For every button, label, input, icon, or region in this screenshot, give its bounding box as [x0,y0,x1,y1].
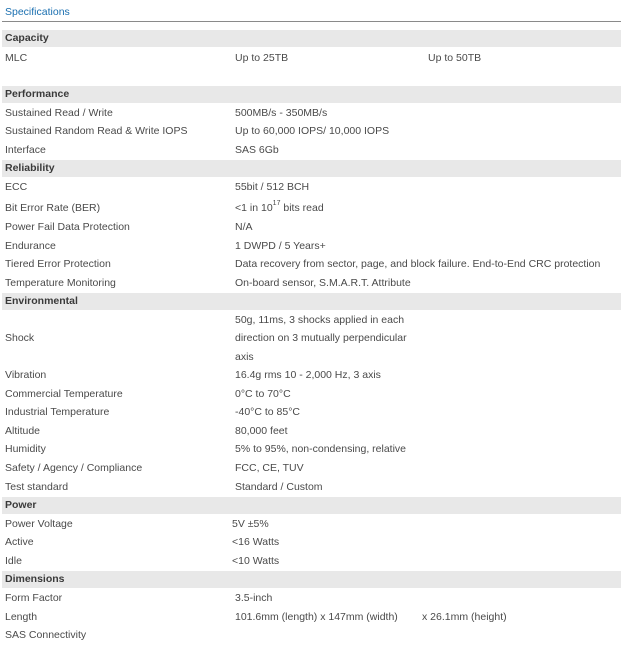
spec-value-ber [235,201,324,215]
spec-value-power-fail: N/A [235,221,253,233]
spec-label-safety: Safety / Agency / Compliance [5,462,143,474]
ber-suffix: bits read [280,202,324,214]
spec-label-tiered-error: Tiered Error Protection [5,258,111,270]
spec-label-altitude: Altitude [5,425,41,437]
spec-value-length-2: x 26.1mm (height) [422,611,507,623]
spec-value-endurance: 1 DWPD / 5 Years+ [235,240,326,252]
spec-value-idle: <10 Watts [232,555,280,567]
spec-value-mlc-2: Up to 50TB [428,52,482,64]
spec-value-safety: FCC, CE, TUV [235,462,304,474]
spec-value-shock-line2: direction on 3 mutually perpendicular [235,332,407,344]
spec-value-tiered-error: Data recovery from sector, page, and block failure. End-to-End CRC protection [235,258,601,270]
spec-label-form-factor: Form Factor [5,592,63,604]
spec-label-power-fail: Power Fail Data Protection [5,221,130,233]
spec-value-interface: SAS 6Gb [235,144,279,156]
ber-exponent: 17 [272,200,281,207]
spec-value-shock-line3: axis [235,351,254,363]
spec-value-altitude: 80,000 feet [235,425,288,437]
spec-value-length-1: 101.6mm (length) x 147mm (width) [235,611,398,623]
spec-label-length: Length [5,611,38,623]
spec-label-power-voltage: Power Voltage [5,518,73,530]
spec-value-industrial-temp: -40°C to 85°C [235,406,301,418]
spec-label-humidity: Humidity [5,443,46,455]
spec-label-ecc: ECC [5,181,28,193]
spec-label-industrial-temp: Industrial Temperature [5,406,110,418]
spec-label-vibration: Vibration [5,369,47,381]
spec-value-sustained-rw: 500MB/s - 350MB/s [235,107,328,119]
page-title: Specifications [5,6,70,18]
spec-value-random-iops: Up to 60,000 IOPS/ 10,000 IOPS [235,125,390,137]
spec-label-idle: Idle [5,555,22,567]
spec-label-mlc: MLC [5,52,28,64]
spec-value-test-standard: Standard / Custom [235,481,323,493]
spec-label-commercial-temp: Commercial Temperature [5,388,123,400]
section-header-capacity: Capacity [2,30,621,47]
section-header-dimensions: Dimensions [2,571,621,588]
spec-label-test-standard: Test standard [5,481,69,493]
spec-label-interface: Interface [5,144,46,156]
spec-value-power-voltage: 5V ±5% [232,518,269,530]
spec-value-ecc: 55bit / 512 BCH [235,181,310,193]
spec-value-temp-monitoring: On-board sensor, S.M.A.R.T. Attribute [235,277,411,289]
spec-label-active: Active [5,536,34,548]
section-header-reliability: Reliability [2,160,621,177]
spec-value-mlc-1: Up to 25TB [235,52,289,64]
ber-prefix: <1 in 10 [235,202,273,214]
section-header-power: Power [2,497,621,514]
title-divider [2,21,621,22]
spec-label-random-iops: Sustained Random Read & Write IOPS [5,125,188,137]
spec-value-humidity: 5% to 95%, non-condensing, relative [235,443,407,455]
spec-value-form-factor: 3.5-inch [235,592,273,604]
spec-label-shock: Shock [5,332,35,344]
spec-label-sas-connectivity: SAS Connectivity [5,629,87,641]
spec-label-endurance: Endurance [5,240,56,252]
section-header-environmental: Environmental [2,293,621,310]
spec-value-commercial-temp: 0°C to 70°C [235,388,291,400]
spec-value-vibration: 16.4g rms 10 - 2,000 Hz, 3 axis [235,369,381,381]
spec-value-shock-line1: 50g, 11ms, 3 shocks applied in each [235,314,405,326]
spec-label-sustained-rw: Sustained Read / Write [5,107,113,119]
spec-value-active: <16 Watts [232,536,280,548]
spec-label-ber: Bit Error Rate (BER) [5,202,101,214]
section-header-performance: Performance [2,86,621,103]
spec-label-temp-monitoring: Temperature Monitoring [5,277,116,289]
